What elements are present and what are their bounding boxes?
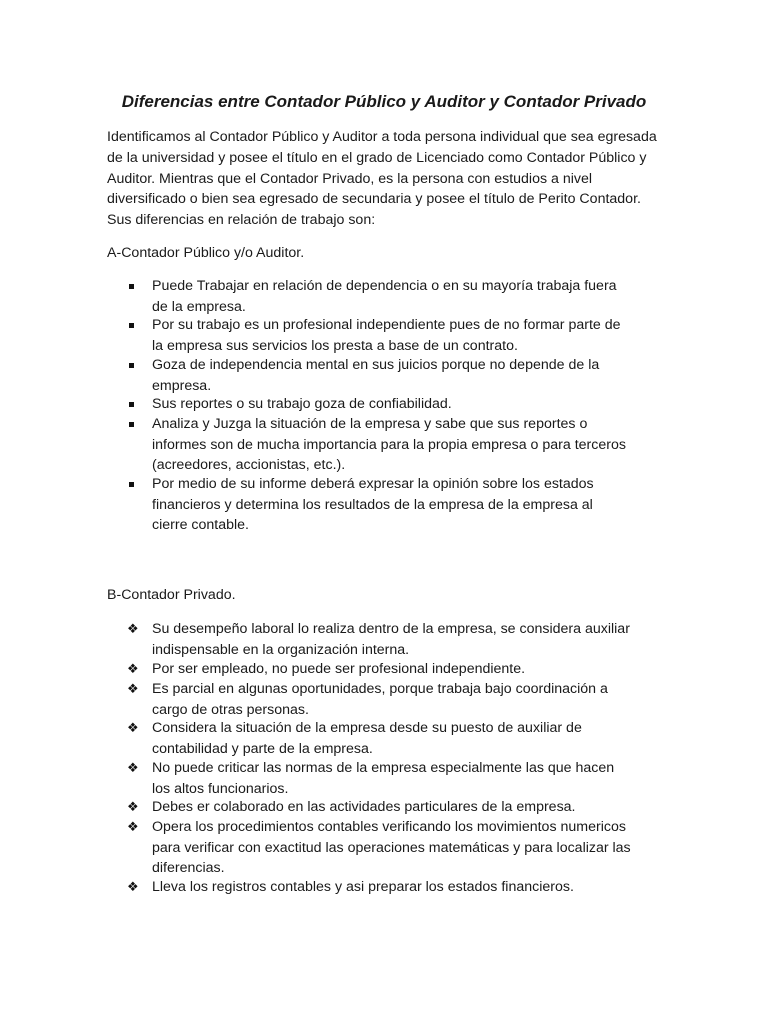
list-item-line: Su desempeño laboral lo realiza dentro de la empresa, se considera auxiliar (152, 621, 630, 637)
list-item (152, 414, 672, 476)
intro-paragraph: Identificamos al Contador Público y Auditor a toda persona individual que sea egresada de la universidad y posee el título en el grado de Licenciado como Contador Público y Auditor. Mientras que el Contador Privado, es la persona con estudios a nivel diversificado o bien sea egresado de secundaria y posee el título de Perito Contador. Sus diferencias en relación de trabajo son: (107, 129, 657, 229)
list-item (152, 394, 672, 415)
list-item-line: Por su trabajo es un profesional independiente pues de no formar parte de (152, 317, 621, 333)
list-item (127, 659, 672, 680)
list-item-line: No puede criticar las normas de la empresa especialmente las que hacen (152, 760, 615, 776)
list-item-line: Goza de independencia mental en sus juicios porque no depende de la (152, 357, 600, 373)
list-item-line: indispensable en la organización interna. (152, 641, 410, 658)
list-item-line: Debes er colaborado en las actividades particulares de la empresa. (152, 799, 576, 815)
list-item-line: Opera los procedimientos contables verificando los movimientos numericos (152, 819, 626, 835)
diamond-bullet-icon: ❖ (127, 819, 139, 834)
list-item-line: financieros y determina los resultados de la empresa de la empresa al (152, 496, 593, 513)
list-item-line: diferencias. (152, 860, 225, 876)
list-item (127, 718, 672, 759)
square-bullet-icon (129, 363, 134, 368)
diamond-bullet-icon: ❖ (127, 879, 139, 894)
list-item-line: Lleva los registros contables y asi preparar los estados financieros. (152, 879, 574, 895)
list-item-line: los altos funcionarios. (152, 780, 289, 797)
list-item (127, 817, 672, 879)
diamond-bullet-icon: ❖ (127, 661, 139, 676)
list-item-line: informes son de mucha importancia para la propia empresa o para terceros (152, 436, 626, 453)
square-bullet-icon (129, 402, 134, 407)
square-bullet-icon (129, 284, 134, 289)
diamond-bullet-icon: ❖ (127, 760, 139, 775)
list-item-line: Por ser empleado, no puede ser profesional independiente. (152, 661, 526, 677)
list-item (127, 758, 672, 799)
list-item-line: Por medio de su informe deberá expresar la opinión sobre los estados (152, 476, 594, 492)
list-item-line: (acreedores, accionistas, etc.). (152, 457, 346, 473)
list-item (127, 679, 672, 720)
list-item-line: la empresa sus servicios los presta a base de un contrato. (152, 337, 518, 354)
list-item (127, 797, 672, 818)
list-item-line: Analiza y Juzga la situación de la empresa y sabe que sus reportes o (152, 416, 588, 432)
list-item (152, 315, 672, 356)
list-item-line: Es parcial en algunas oportunidades, porque trabaja bajo coordinación a (152, 681, 608, 697)
square-bullet-icon (129, 422, 134, 427)
document-title: Diferencias entre Contador Público y Auditor y Contador Privado (121, 92, 647, 111)
list-item-line: empresa. (152, 377, 212, 394)
diamond-bullet-icon: ❖ (127, 621, 139, 636)
diamond-bullet-icon: ❖ (127, 681, 139, 696)
diamond-bullet-icon: ❖ (127, 720, 139, 735)
list-item-line: Puede Trabajar en relación de dependencia o en su mayoría trabaja fuera (152, 278, 617, 294)
list-item (127, 619, 672, 660)
list-item (127, 877, 672, 898)
diamond-bullet-icon: ❖ (127, 799, 139, 814)
list-item (152, 474, 672, 536)
square-bullet-icon (129, 482, 134, 487)
list-item-line: para verificar con exactitud las operaciones matemáticas y para localizar las (152, 839, 631, 856)
list-item-line: cargo de otras personas. (152, 701, 309, 718)
section-a-heading: A-Contador Público y/o Auditor. (107, 245, 305, 261)
list-item-line: contabilidad y parte de la empresa. (152, 740, 373, 757)
list-item-line: Considera la situación de la empresa desde su puesto de auxiliar de (152, 720, 582, 736)
list-item-line: de la empresa. (152, 298, 246, 315)
square-bullet-icon (129, 323, 134, 328)
list-item (152, 355, 672, 396)
list-item (152, 276, 672, 317)
section-b-heading: B-Contador Privado. (107, 587, 236, 603)
list-item-line: cierre contable. (152, 517, 249, 533)
list-item-line: Sus reportes o su trabajo goza de confiabilidad. (152, 396, 452, 412)
